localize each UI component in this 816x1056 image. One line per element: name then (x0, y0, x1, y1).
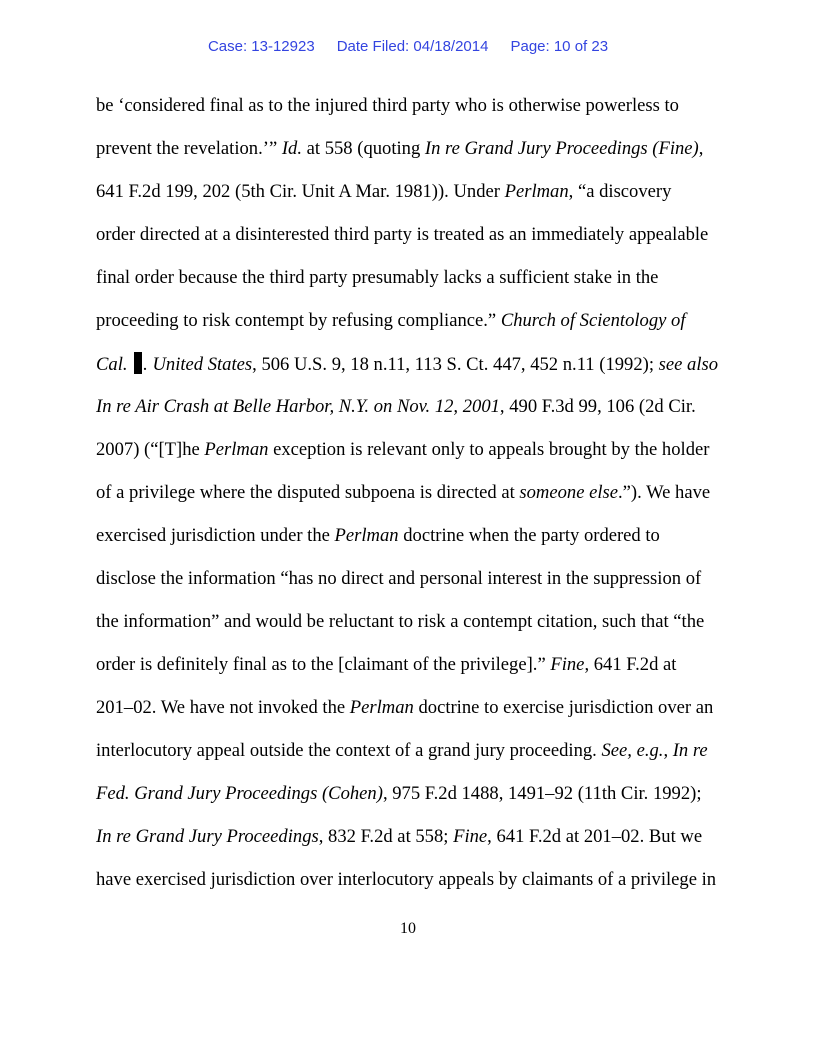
text-segment: , 832 F.2d at 558; (318, 826, 454, 847)
text-line-2 (96, 137, 736, 161)
text-line-17 (96, 782, 736, 806)
text-segment: , 641 F.2d at (584, 654, 677, 675)
case-name: Perlman (504, 181, 569, 202)
text-line-16 (96, 739, 736, 763)
case-name: Fed. Grand Jury Proceedings (Cohen) (96, 783, 383, 804)
page-count: Page: 10 of 23 (510, 38, 609, 55)
case-number: Case: 13-12923 (207, 38, 315, 55)
redaction-mark (134, 352, 142, 374)
text-segment: final order because the third party presumably lacks a sufficient stake in the (96, 267, 659, 288)
text-line-11 (96, 524, 736, 548)
case-name: In re Grand Jury Proceedings (Fine) (424, 138, 699, 159)
citation-id: Id. (281, 138, 302, 159)
text-line-1 (96, 94, 736, 118)
case-name: In re Grand Jury Proceedings (96, 826, 319, 847)
case-name: Church of Scientology of (500, 310, 686, 331)
text-segment: , (663, 740, 673, 761)
text-segment: , (698, 138, 704, 159)
signal-phrase: See, e.g. (601, 740, 664, 761)
text-segment: disclose the information “has no direct and personal interest in the suppression of (96, 568, 702, 589)
case-name: Perlman (334, 525, 399, 546)
text-line-6 (96, 309, 736, 333)
page-number: 10 (400, 920, 416, 937)
text-segment: exception is relevant only to appeals brought by the holder (268, 439, 710, 460)
case-name: Perlman (349, 697, 414, 718)
text-line-12 (96, 567, 736, 591)
case-name: In re Air Crash at Belle Harbor, N.Y. on Nov. 12, 2001 (96, 396, 500, 417)
text-segment: interlocutory appeal outside the context of a grand jury proceeding. (96, 740, 602, 761)
text-segment: have exercised jurisdiction over interlocutory appeals by claimants of a privilege in (96, 869, 717, 890)
text-segment: be ‘considered final as to the injured third party who is otherwise powerless to (96, 95, 679, 116)
text-line-3 (96, 180, 736, 204)
signal-phrase: see also (658, 354, 719, 375)
text-segment: doctrine when the party ordered to (398, 525, 660, 546)
case-name: In re (672, 740, 708, 761)
text-line-19 (96, 868, 736, 892)
case-name: . United States (143, 354, 253, 375)
date-filed: Date Filed: 04/18/2014 (336, 38, 489, 55)
case-name: Cal. (96, 354, 133, 375)
text-segment: , 641 F.2d at 201–02. But we (487, 826, 703, 847)
text-line-5 (96, 266, 736, 290)
text-segment: prevent the revelation.’” (96, 138, 282, 159)
text-segment: 201–02. We have not invoked the (96, 697, 350, 718)
text-segment: 641 F.2d 199, 202 (5th Cir. Unit A Mar. 1981)). Under (96, 181, 505, 202)
text-segment: order is definitely final as to the [claimant of the privilege].” (96, 654, 551, 675)
text-segment: .”). We have (618, 482, 711, 503)
text-line-7 (96, 352, 736, 377)
text-segment: the information” and would be reluctant to risk a contempt citation, such that “the (96, 611, 705, 632)
text-segment: 2007) (“[T]he (96, 439, 205, 460)
case-name: Fine (550, 654, 585, 675)
text-segment: doctrine to exercise jurisdiction over an (413, 697, 714, 718)
case-name: Fine (453, 826, 488, 847)
text-segment: , “a discovery (568, 181, 672, 202)
text-segment: proceeding to risk contempt by refusing compliance.” (96, 310, 501, 331)
emphasis: someone else (519, 482, 619, 503)
text-segment: order directed at a disinterested third party is treated as an immediately appealable (96, 224, 709, 245)
text-line-4 (96, 223, 736, 247)
text-segment: of a privilege where the disputed subpoena is directed at (96, 482, 520, 503)
text-line-10 (96, 481, 736, 505)
text-segment: , 490 F.3d 99, 106 (2d Cir. (499, 396, 696, 417)
text-line-13 (96, 610, 736, 634)
text-line-14 (96, 653, 736, 677)
text-segment: at 558 (quoting (302, 138, 425, 159)
case-name: Perlman (204, 439, 269, 460)
page-header (0, 38, 816, 55)
text-line-15 (96, 696, 736, 720)
text-segment: , 506 U.S. 9, 18 n.11, 113 S. Ct. 447, 452 n.11 (1992); (252, 354, 659, 375)
text-line-9 (96, 438, 736, 462)
text-line-18 (96, 825, 736, 849)
text-segment: exercised jurisdiction under the (96, 525, 335, 546)
text-segment: , 975 F.2d 1488, 1491–92 (11th Cir. 1992); (382, 783, 702, 804)
text-line-8 (96, 395, 736, 419)
